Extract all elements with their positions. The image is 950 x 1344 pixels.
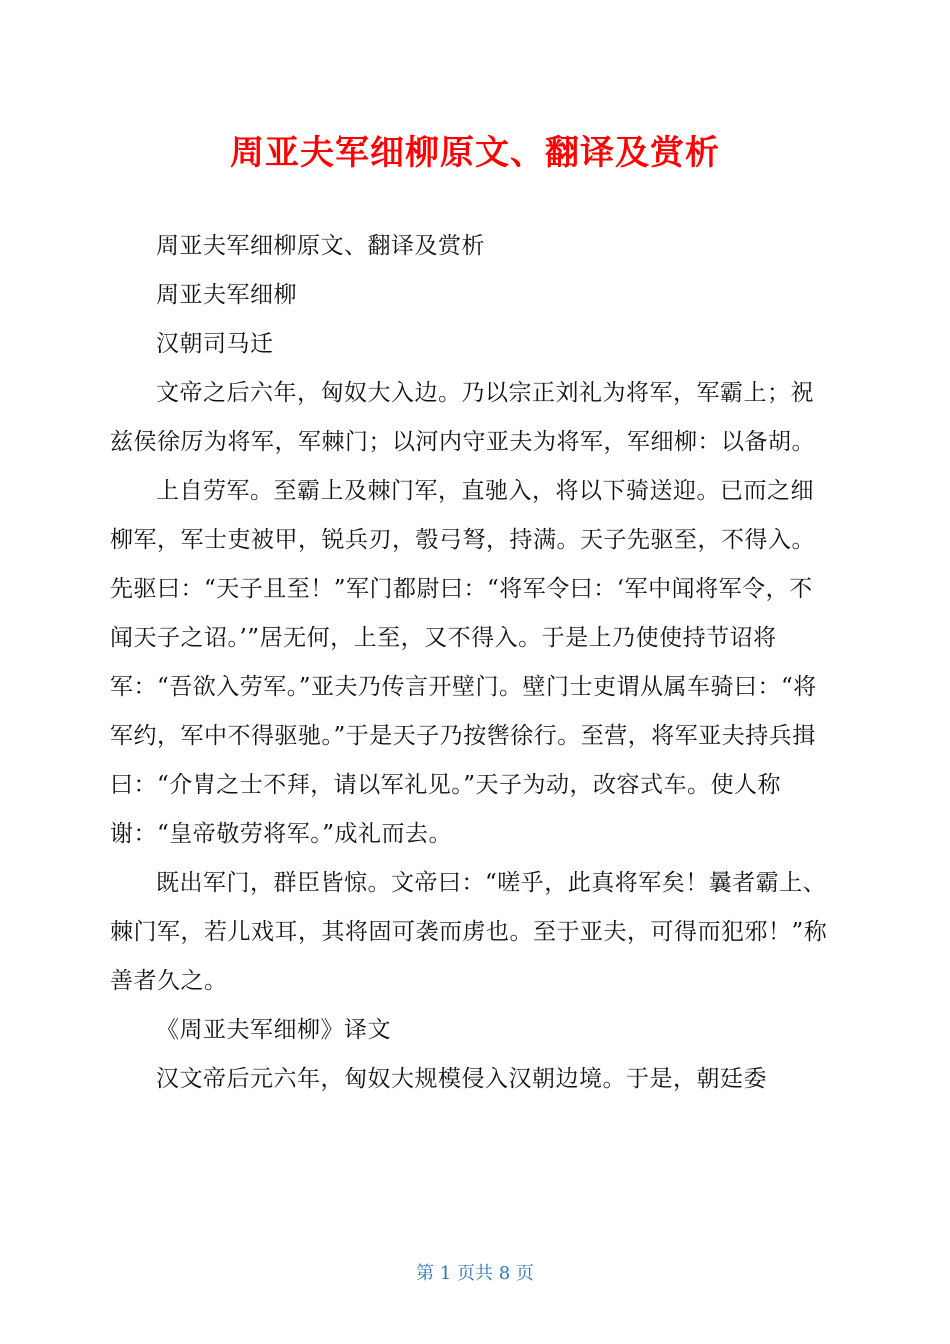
document-body (110, 222, 830, 1104)
document-title: 周亚夫军细柳原文、翻译及赏析 (230, 132, 720, 173)
paragraph-work-title: 周亚夫军细柳 (156, 282, 297, 308)
paragraph-translation: 汉文帝后元六年，匈奴大规模侵入汉朝边境。于是，朝廷委 (156, 1066, 767, 1092)
paragraph-author: 汉朝司马迁 (156, 331, 274, 357)
paragraph-text: 既出军门，群臣皆惊。文帝曰：“嗟乎，此真将军矣！曩者霸上、棘门军，若儿戏耳，其将固可袭而虏也。至于亚夫，可得而犯邪！”称善者久之。 (110, 870, 828, 994)
paragraph-text: 上自劳军。至霸上及棘门军，直驰入，将以下骑送迎。已而之细柳军，军士吏被甲，锐兵刃，彀弓弩，持满。天子先驱至，不得入。先驱曰：“天子且至！”军门都尉曰：“将军令曰：‘军中闻将军令，不闻天子之诏。’”居无何，上至，又不得入。于是上乃使使持节诏将军：“吾欲入劳军。”亚夫乃传言开壁门。壁门士吏谓从属车骑曰：“将军约，军中不得驱驰。”于是天子乃按辔徐行。至营，将军亚夫持兵揖曰：“介胄之士不拜，请以军礼见。”天子为动，改容式车。使人称谢：“皇帝敬劳将军。”成礼而去。 (110, 478, 817, 847)
paragraph-heading: 周亚夫军细柳原文、翻译及赏析 (156, 233, 485, 259)
page-number-footer: 第 1 页共 8 页 (416, 1263, 534, 1284)
paragraph-text: 文帝之后六年，匈奴大入边。乃以宗正刘礼为将军，军霸上；祝兹侯徐厉为将军，军棘门；以河内守亚夫为将军，军细柳：以备胡。 (110, 380, 815, 455)
paragraph-translation-heading: 《周亚夫军细柳》译文 (156, 1017, 391, 1043)
